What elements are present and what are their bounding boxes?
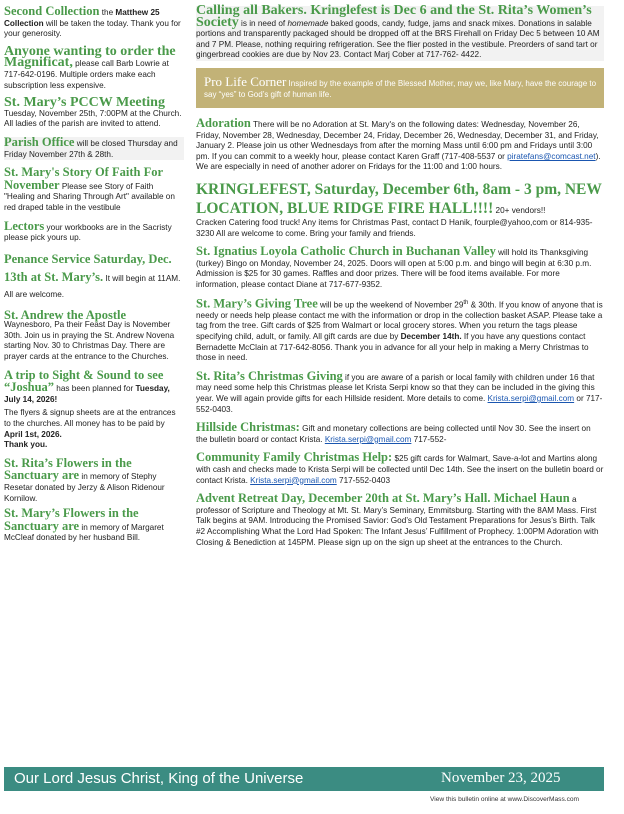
right-column — [196, 3, 604, 555]
story-of-faith: St. Mary's Story Of Faith For November Please see Story of Faith "Healing and Sharing Through Art" available on red draped table in the vestibule — [4, 165, 175, 212]
footer-bar — [4, 767, 604, 791]
left-column — [4, 6, 184, 551]
st-rita-flowers: St. Rita’s Flowers in the Sanctuary are in memory of Stephy Resetar donated by Jerzy & Alison Ridenour Kornilow. — [4, 455, 165, 503]
pccw-meeting: St. Mary’s PCCW Meeting Tuesday, November 25th, 7:00PM at the Church. All ladies of the parish are invited to attend. — [4, 95, 182, 129]
feast-title: Our Lord Jesus Christ, King of the Universe — [14, 770, 304, 787]
bulletin-date: November 23, 2025 — [441, 770, 561, 786]
community-christmas-help: Community Family Christmas Help: $25 gift cards for Walmart, Save-a-lot and Martins along with cash and checks made to Krista Serpi will be collected until Dec 14th. See the insert on the bulletin board or contact Krista. Krista.serpi@gmail.com 717-552-0403 — [196, 450, 604, 485]
community-email-link[interactable]: Krista.serpi@gmail.com — [250, 475, 337, 485]
rita-giving-email-link[interactable]: Krista.serpi@gmail.com — [487, 393, 575, 403]
hillside-christmas: Hillside Christmas: Gift and monetary collections are being collected until Nov 30. See the insert on the bulletin board or contact Krista. Krista.serpi@gmail.com 717-552- — [196, 420, 591, 444]
st-ignatius-bingo: St. Ignatius Loyola Catholic Church in Buchanan Valley will hold its Thanksgiving (turkey) Bingo on Monday, November 24, 2025. Doors will open at 5:00 p.m. and bingo will begin at 6:30 p.m. Admission is $25 for 30 games. Raffles and door prizes. There will be food items available. For more information, please contact Diane at 717-677-9352. — [196, 244, 592, 289]
rita-christmas-giving: St. Rita’s Christmas Giving if you are aware of a parish or local family with children under 16 that may need some help this Christmas please let Krista Serpi know so that they can be included in the giving this year. We will again provide gifts for each Hillside resident. More details to come. Krista.serpi@gmail.com or 717-552-0403. — [196, 368, 603, 414]
hillside-email-link[interactable]: Krista.serpi@gmail.com — [324, 434, 412, 444]
giving-tree: St. Mary’s Giving Tree will be up the weekend of November 29th & 30th. If you know of anyone that is needy or needs help please contact me with the information or drop in the collection basket ASAP. Please take a tag from the tree. Gift cards of $25 from Walmart or local grocery stores. When you return the tags please specifying child, adult, or family. All gift cards are due by December 14th. If you have any questions contact Bernadette McClain at 717-642-8056. Thank you in advance for all your help in making a Merry Christmas to those in need. — [196, 296, 603, 363]
kringlefest: KRINGLEFEST, Saturday, December 6th, 8am - 3 pm, NEW LOCATION, BLUE RIDGE FIRE HALL!!!! 20+ vendors!! Cracken Catering food truck! Any items for Christmas Past, contact D Hanik, fourple@yahoo,com or 814-935-3230 All are welcome to come. Bring your family and friends. — [196, 180, 602, 238]
pro-life-corner: Pro Life Corner Inspired by the example of the Blessed Mother, may we, like Mary, have the courage to say “yes” to God’s gift of human life. — [196, 68, 604, 108]
online-notice: View this bulletin online at www.DiscoverMass.com — [430, 796, 580, 803]
st-andrew: St. Andrew the Apostle Waynesboro, Pa their Feast Day is November 30th. Join us in praying the St. Andrew Novena starting Nov. 30 to Christmas Day. There are prayer cards at the entrance to the Churches. — [4, 307, 175, 362]
sight-and-sound-trip: A trip to Sight & Sound to see “Joshua” has been planned for Tuesday, July 14, 2026! The flyers & signup sheets are at the entrances to the churches. All money has to be paid by April 1st, 2026. Thank you. — [4, 367, 176, 450]
penance-service: Penance Service Saturday, Dec. 13th at St. Mary’s. It will begin at 11AM. All are welcome. — [4, 251, 181, 299]
adoration-email-link[interactable]: piratefans@comcast.net — [507, 151, 596, 161]
magnificat-notice: Anyone wanting to order the Magnificat, please call Barb Lowrie at 717-642-0196. Multiple orders make each subscription less expensive. — [4, 43, 176, 90]
adoration: Adoration There will be no Adoration at St. Mary's on the following dates: Wednesday, November 26, Friday, November 28, Wednesday, December 24, Friday, December 26, Wednesday, December 31, and Friday, January 2. Please join us other Wednesdays from after the morning Mass until 6:00 pm and Fridays until 3:00 pm. If you can commit to a weekly hour, please contact Karen Graff (717-408-5537 or piratefans@comcast.net). We are especially in need of another adorer on Fridays for the 11:00 and 1:00 hours. — [196, 115, 601, 172]
lectors: Lectors your workbooks are in the Sacristy please pick yours up. — [4, 218, 172, 243]
advent-retreat: Advent Retreat Day, December 20th at St. Mary’s Hall. Michael Haun a professor of Scripture and Theology at Mt. St. Mary’s Seminary, Emmitsburg. Starting with the 8AM Mass. First Talk begins at 9AM. Introducing the Promised Savior: God’s Old Testament Preparations for Jesus’s Birth. Talk #2 Accomplishing What the Lord Had Spoken: The Infant Jesus’ Fulfillment of Prophecy. 1:00PM Adoration with Closing & Benediction at 145PM. Please sign up on the sign up sheet at the entrances to the Church. — [196, 491, 599, 547]
parish-office: Parish Office will be closed Thursday and Friday November 27th & 28th. — [4, 137, 184, 160]
calling-bakers: Calling all Bakers. Kringlefest is Dec 6 and the St. Rita’s Women’s Society is in need of homemade baked goods, candy, fudge, jams and snack mixes. Donations in salable portions and transparently packaged should be dropped off at the BRS Firehall on Friday Dec 5 between 10 AM and 7 PM. Please, nothing requiring refrigeration. See the flier posted in the vestibule. Preorders of sand tart or gingerbread cookies are due by Nov 23. Contact Marj Cober at 717-762- 4422. — [196, 6, 604, 61]
st-mary-flowers: St. Mary’s Flowers in the Sanctuary are in memory of Margaret McCleaf donated by her husband Bill. — [4, 506, 164, 543]
second-collection: Second Collection the Matthew 25 Collection will be taken the today. Thank you for your generosity. — [4, 4, 181, 39]
